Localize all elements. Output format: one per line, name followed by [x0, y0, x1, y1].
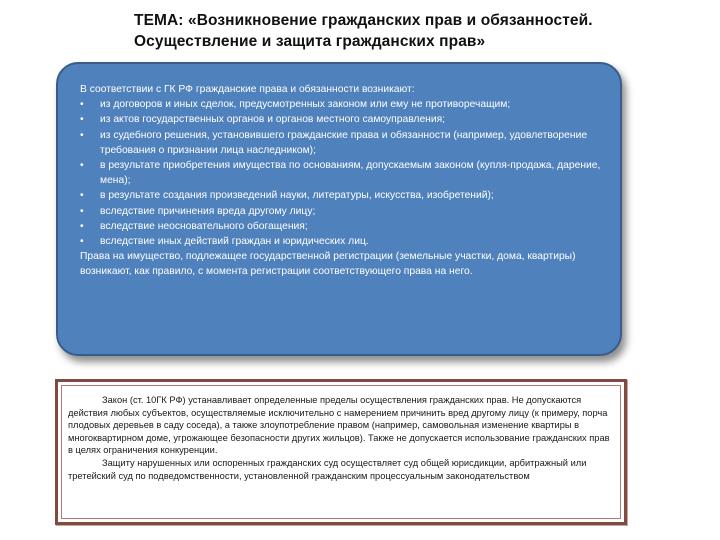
- box-intro: В соответствии с ГК РФ гражданские права и обязанности возникают:: [80, 84, 415, 95]
- title-line-1: ТЕМА: «Возникновение гражданских прав и обязанностей.: [134, 12, 593, 29]
- list-item: [80, 234, 604, 249]
- bullet-icon: •: [80, 160, 84, 172]
- bullet-icon: •: [80, 99, 84, 111]
- list-item-text: из судебного решения, установившего гражданские права и обязанности (например, удовлетворение требования о признании лица наследником);: [100, 129, 588, 156]
- bullet-icon: •: [80, 190, 84, 202]
- bullet-icon: •: [80, 129, 84, 141]
- title-line-2: Осуществление и защита гражданских прав»: [134, 33, 486, 50]
- bullet-icon: •: [80, 205, 84, 217]
- bullet-icon: •: [80, 220, 84, 232]
- list-item: [80, 112, 604, 127]
- limits-paragraph: Закон (ст. 10ГК РФ) устанавливает определенные пределы осуществления гражданских прав. Не допускаются действия любых субъектов, осуществляемые исключительно с намерением причинить вред другому лицу (к примеру, порча плодовых деревьев в саду соседа), а также злоупотребление правом (например, самовольная изменение квартиры в многоквартирном доме, угрожающее безопасности других жильцов). Также не допускается использование гражданских прав в целях ограничения конкуренции.: [68, 395, 610, 456]
- bullet-list: [80, 97, 604, 249]
- slide-title: [134, 10, 694, 52]
- rights-origin-box: [56, 62, 622, 356]
- bullet-icon: •: [80, 114, 84, 126]
- list-item-text: вследствие иных действий граждан и юридических лиц.: [100, 236, 369, 248]
- list-item: [80, 128, 604, 158]
- list-item-text: из актов государственных органов и органов местного самоуправления;: [100, 114, 446, 126]
- limits-frame: [55, 379, 627, 525]
- list-item: [80, 158, 604, 188]
- box-closing-text: Права на имущество, подлежащее государственной регистрации (земельные участки, дома, квартиры) возникают, как правило, с момента регистрации соответствующего права на него.: [80, 251, 576, 278]
- list-item: [80, 204, 604, 219]
- list-item-text: в результате создания произведений науки, литературы, искусства, изобретений);: [100, 190, 494, 202]
- list-item: [80, 97, 604, 112]
- list-item-text: вследствие причинения вреда другому лицу;: [100, 205, 316, 217]
- list-item-text: вследствие неосновательного обогащения;: [100, 220, 308, 232]
- list-item-text: из договоров и иных сделок, предусмотренных законом или ему не противоречащим;: [100, 99, 511, 111]
- limits-frame-content: [61, 385, 621, 519]
- list-item-text: в результате приобретения имущества по основаниям, допускаемым законом (купля-продажа, дарение, мена);: [100, 160, 601, 187]
- list-item: [80, 219, 604, 234]
- protection-paragraph: Защиту нарушенных или оспоренных гражданских суд осуществляет суд общей юрисдикции, арбитражный или третейский суд по подведомственности, установленной гражданским процессуальным законодательством: [68, 457, 587, 481]
- list-item: [80, 188, 604, 203]
- bullet-icon: •: [80, 236, 84, 248]
